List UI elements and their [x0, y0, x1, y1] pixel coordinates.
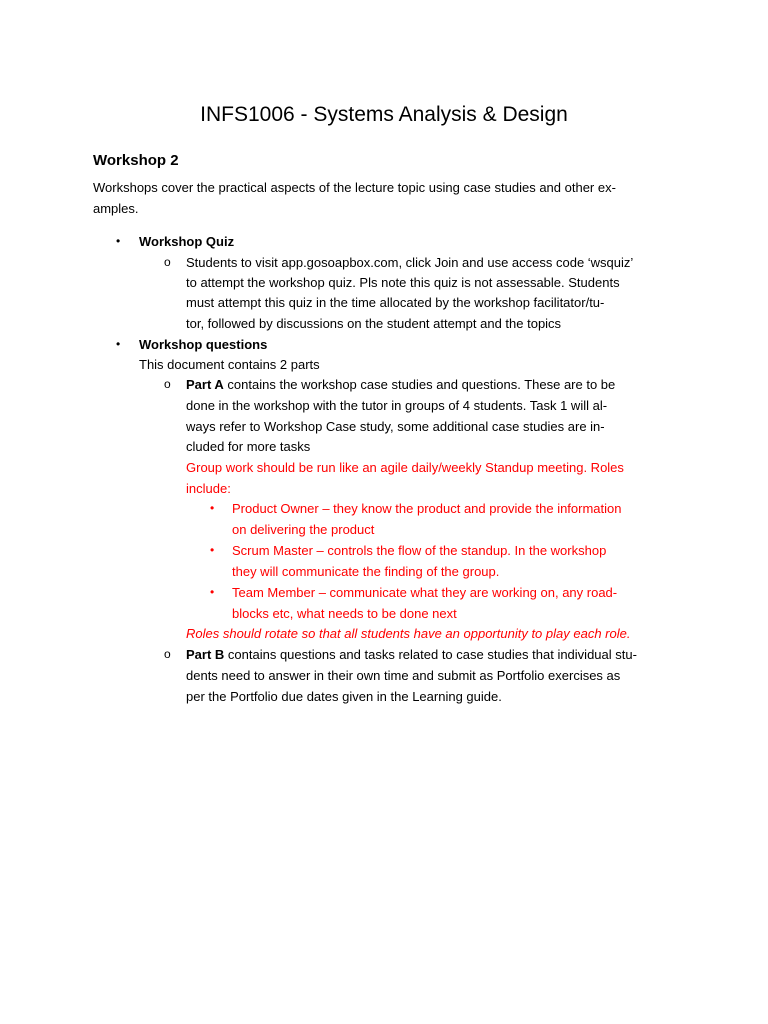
- role-team-member-line-2: blocks etc, what needs to be done next: [232, 606, 457, 621]
- part-a-line-1: [186, 374, 615, 395]
- red-bullet-icon: •: [210, 585, 215, 599]
- role-product-owner-line-1: Product Owner – they know the product and provide the information: [232, 501, 622, 516]
- quiz-item-line-3: must attempt this quiz in the time allocated by the workshop facilitator/tu-: [186, 295, 605, 310]
- quiz-heading: Workshop Quiz: [139, 234, 235, 249]
- role-product-owner-line-2: on delivering the product: [232, 522, 375, 537]
- part-b-line-1-text: contains questions and tasks related to case studies that individual stu-: [224, 647, 637, 662]
- part-b-line-3: per the Portfolio due dates given in the Learning guide.: [186, 689, 502, 704]
- part-a-line-1-text: contains the workshop case studies and questions. These are to be: [223, 377, 616, 392]
- part-b-line-2: dents need to answer in their own time and submit as Portfolio exercises as: [186, 668, 621, 683]
- document-title: INFS1006 - Systems Analysis & Design: [200, 103, 568, 126]
- standup-note-line-2: include:: [186, 481, 231, 496]
- intro-line-2: amples.: [93, 201, 139, 216]
- standup-note-line-1: Group work should be run like an agile daily/weekly Standup meeting. Roles: [186, 460, 624, 475]
- quiz-item-line-4: tor, followed by discussions on the student attempt and the topics: [186, 316, 562, 331]
- part-a-label: Part A: [186, 377, 224, 392]
- role-team-member-line-1: Team Member – communicate what they are working on, any road-: [232, 585, 618, 600]
- role-scrum-master-line-2: they will communicate the finding of the group.: [232, 564, 500, 579]
- questions-subtext: This document contains 2 parts: [139, 357, 320, 372]
- part-b-label: Part B: [186, 647, 225, 662]
- bullet-icon: •: [116, 234, 121, 248]
- rotation-note: Roles should rotate so that all students have an opportunity to play each role.: [186, 626, 631, 641]
- circle-bullet-icon: o: [164, 647, 171, 661]
- red-bullet-icon: •: [210, 543, 215, 557]
- role-scrum-master-line-1: Scrum Master – controls the flow of the standup. In the workshop: [232, 543, 607, 558]
- questions-heading: Workshop questions: [139, 337, 268, 352]
- bullet-icon: •: [116, 337, 121, 351]
- part-a-line-3: ways refer to Workshop Case study, some additional case studies are in-: [186, 419, 605, 434]
- red-bullet-icon: •: [210, 501, 215, 515]
- intro-line-1: Workshops cover the practical aspects of the lecture topic using case studies and other ex-: [93, 180, 616, 195]
- quiz-item-line-1: Students to visit app.gosoapbox.com, click Join and use access code ‘wsquiz’: [186, 255, 634, 270]
- circle-bullet-icon: o: [164, 255, 171, 269]
- part-a-line-4: cluded for more tasks: [186, 439, 311, 454]
- quiz-item-line-2: to attempt the workshop quiz. Pls note this quiz is not assessable. Students: [186, 275, 620, 290]
- section-heading: Workshop 2: [93, 152, 179, 169]
- circle-bullet-icon: o: [164, 377, 171, 391]
- part-b-line-1: [186, 644, 637, 665]
- part-a-line-2: done in the workshop with the tutor in groups of 4 students. Task 1 will al-: [186, 398, 608, 413]
